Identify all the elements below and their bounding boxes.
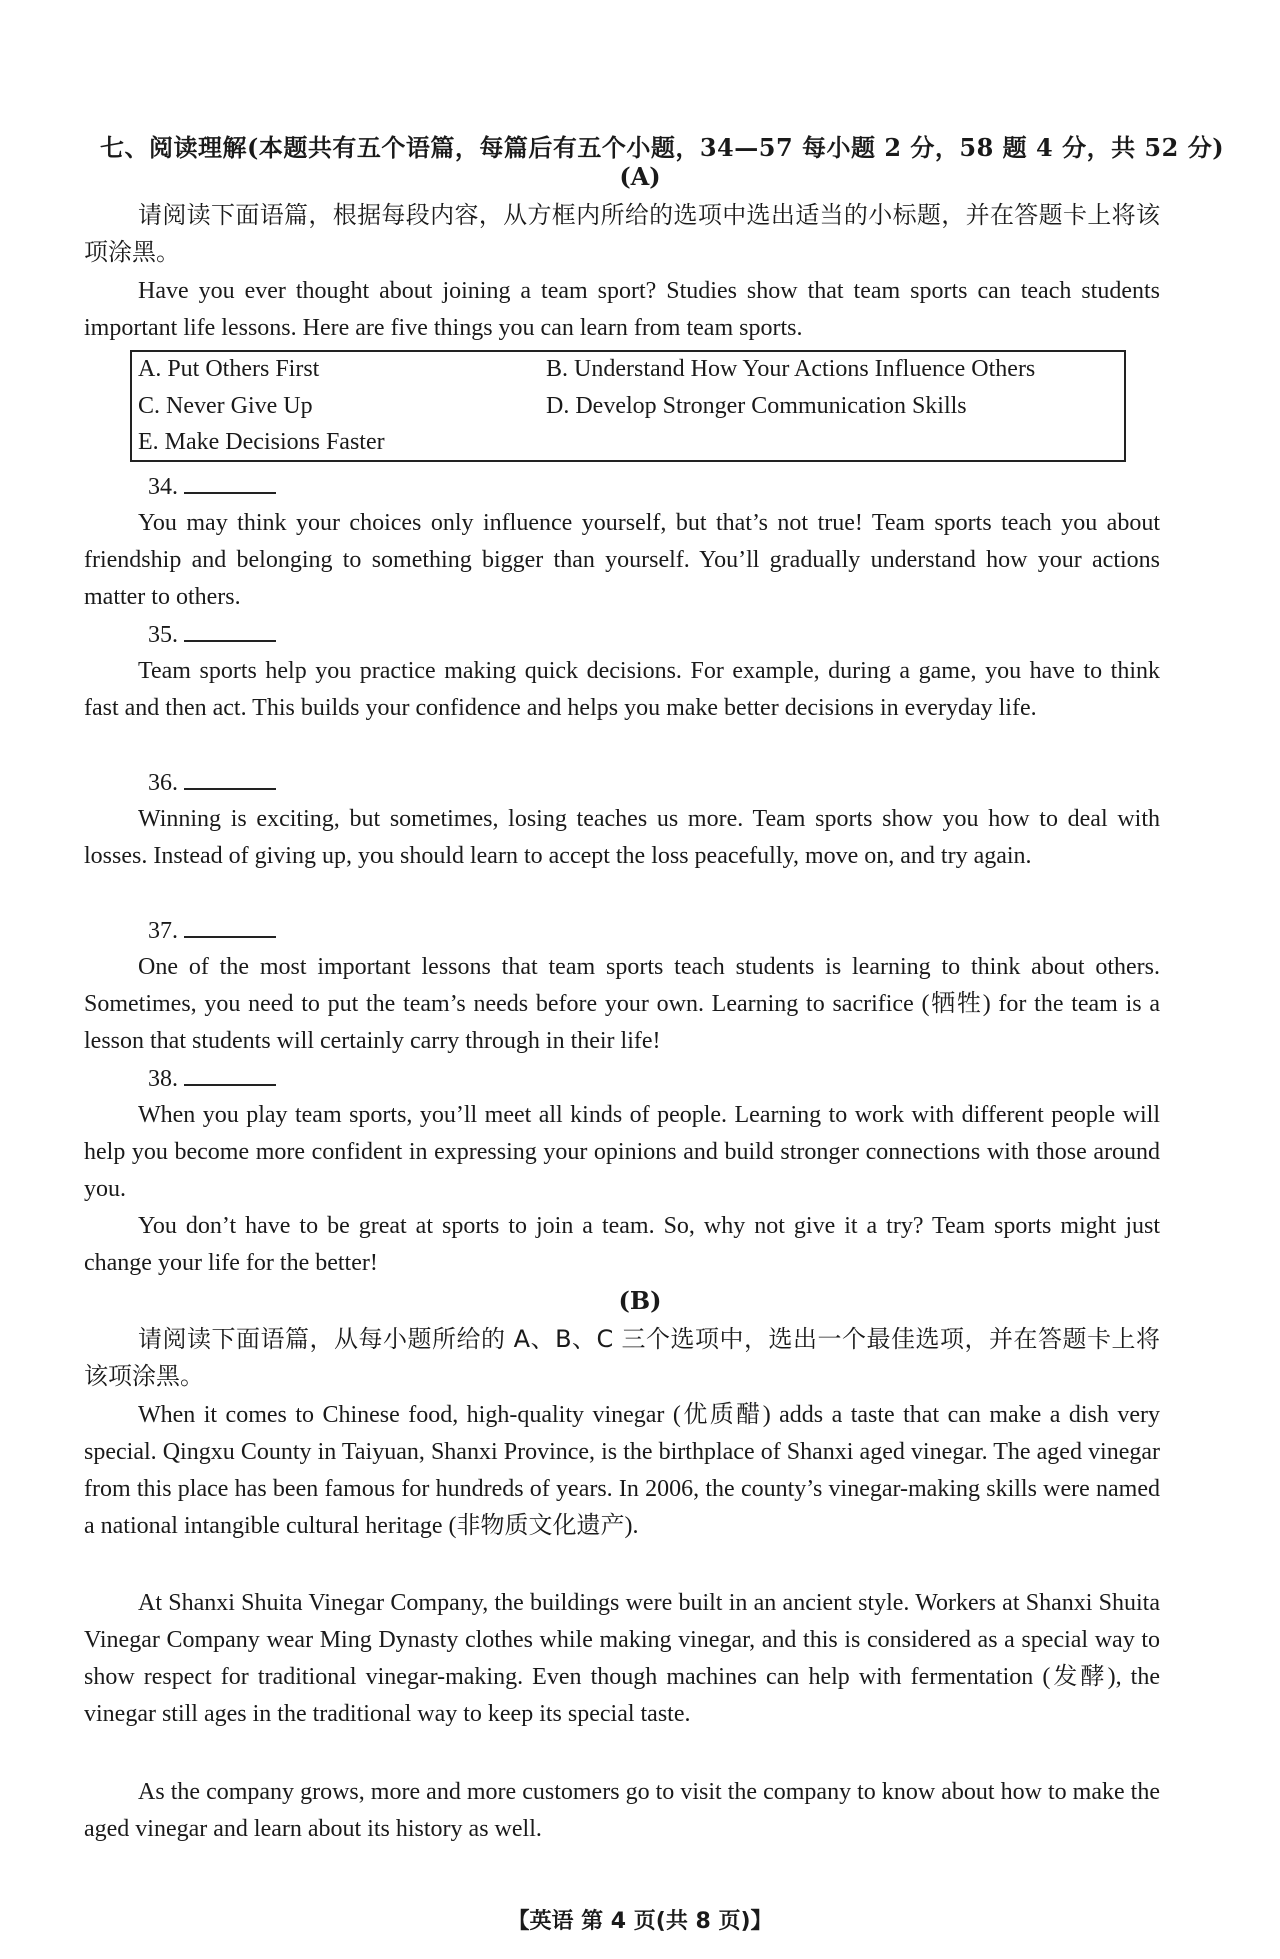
- question-37: [148, 918, 276, 945]
- answer-blank: [184, 1080, 276, 1086]
- paragraph-text: One of the most important lessons that team sports teach students is learning to think about others. Sometimes, you need to put the team’s needs before your own. Learning to sacrifice (牺牲) for the team is a lesson that students will certainly carry through in their life!: [84, 954, 1160, 1054]
- answer-blank: [184, 488, 276, 494]
- passage-b-instruction: [84, 1321, 1160, 1395]
- paragraph-text: You may think your choices only influence yourself, but that’s not true! Team sports teach you about friendship and belonging to something bigger than yourself. You’ll gradually understand how your actions matter to others.: [84, 510, 1160, 610]
- option-d: D. Develop Stronger Communication Skills: [546, 393, 967, 419]
- paragraph-34: [84, 505, 1160, 616]
- option-a: A. Put Others First: [138, 356, 320, 382]
- question-number: 37.: [148, 918, 178, 944]
- answer-blank: [184, 932, 276, 938]
- paragraph-text: Winning is exciting, but sometimes, losing teaches us more. Team sports show you how to deal with losses. Instead of giving up, you should learn to accept the loss peacefully, move on, and try again.: [84, 806, 1160, 869]
- passage-a-closing: [84, 1208, 1160, 1282]
- option-c: C. Never Give Up: [138, 393, 313, 419]
- question-38: [148, 1066, 276, 1093]
- passage-b-paragraph-1: [84, 1397, 1160, 1545]
- paragraph-text: As the company grows, more and more customers go to visit the company to know about how to make the aged vinegar and learn about its history as well.: [84, 1779, 1160, 1842]
- question-number: 38.: [148, 1066, 178, 1092]
- paragraph-37: [84, 949, 1160, 1060]
- instruction-text: 请阅读下面语篇，从每小题所给的 A、B、C 三个选项中，选出一个最佳选项，并在答题卡上将该项涂黑。: [84, 1325, 1160, 1390]
- paragraph-text: When you play team sports, you’ll meet all kinds of people. Learning to work with different people will help you become more confident in expressing your opinions and build stronger connections with those around you.: [84, 1102, 1160, 1202]
- passage-b-label: (B): [618, 1286, 662, 1315]
- option-b: B. Understand How Your Actions Influence Others: [546, 356, 1036, 382]
- paragraph-36: [84, 801, 1160, 875]
- paragraph-35: [84, 653, 1160, 727]
- question-number: 34.: [148, 474, 178, 500]
- paragraph-38: [84, 1097, 1160, 1208]
- question-36: [148, 770, 276, 797]
- passage-a-instruction: [84, 197, 1160, 271]
- paragraph-text: Team sports help you practice making quick decisions. For example, during a game, you have to think fast and then act. This builds your confidence and helps you make better decisions in everyday life.: [84, 658, 1160, 721]
- answer-blank: [184, 784, 276, 790]
- options-box: [130, 350, 1126, 462]
- passage-a-label: (A): [619, 162, 661, 191]
- question-35: [148, 622, 276, 649]
- question-number: 35.: [148, 622, 178, 648]
- page-footer: 【英语 第 4 页(共 8 页)】: [507, 1909, 773, 1934]
- paragraph-text: You don’t have to be great at sports to join a team. So, why not give it a try? Team sports might just change your life for the better!: [84, 1213, 1160, 1276]
- paragraph-text: When it comes to Chinese food, high-quality vinegar (优质醋) adds a taste that can make a dish very special. Qingxu County in Taiyuan, Shanxi Province, is the birthplace of Shanxi aged vinegar. The aged vinegar from this place has been famous for hundreds of years. In 2006, the county’s vinegar-making skills were named a national intangible cultural heritage (非物质文化遗产).: [84, 1402, 1160, 1539]
- question-34: [148, 474, 276, 501]
- instruction-text: 请阅读下面语篇，根据每段内容，从方框内所给的选项中选出适当的小标题，并在答题卡上将该项涂黑。: [84, 201, 1160, 266]
- passage-a-intro: [84, 273, 1160, 347]
- paragraph-text: At Shanxi Shuita Vinegar Company, the buildings were built in an ancient style. Workers at Shanxi Shuita Vinegar Company wear Ming Dynasty clothes while making vinegar, and this is considered as a special way to show respect for traditional vinegar-making. Even though machines can help with fermentation (发酵), the vinegar still ages in the traditional way to keep its special taste.: [84, 1590, 1160, 1727]
- answer-blank: [184, 636, 276, 642]
- option-e: E. Make Decisions Faster: [138, 429, 385, 455]
- intro-text: Have you ever thought about joining a team sport? Studies show that team sports can teach students important life lessons. Here are five things you can learn from team sports.: [84, 278, 1160, 341]
- section-title: 七、阅读理解(本题共有五个语篇，每篇后有五个小题，34—57 每小题 2 分，58 题 4 分，共 52 分): [100, 133, 1225, 162]
- question-number: 36.: [148, 770, 178, 796]
- passage-b-paragraph-3: [84, 1774, 1160, 1848]
- passage-b-paragraph-2: [84, 1585, 1160, 1733]
